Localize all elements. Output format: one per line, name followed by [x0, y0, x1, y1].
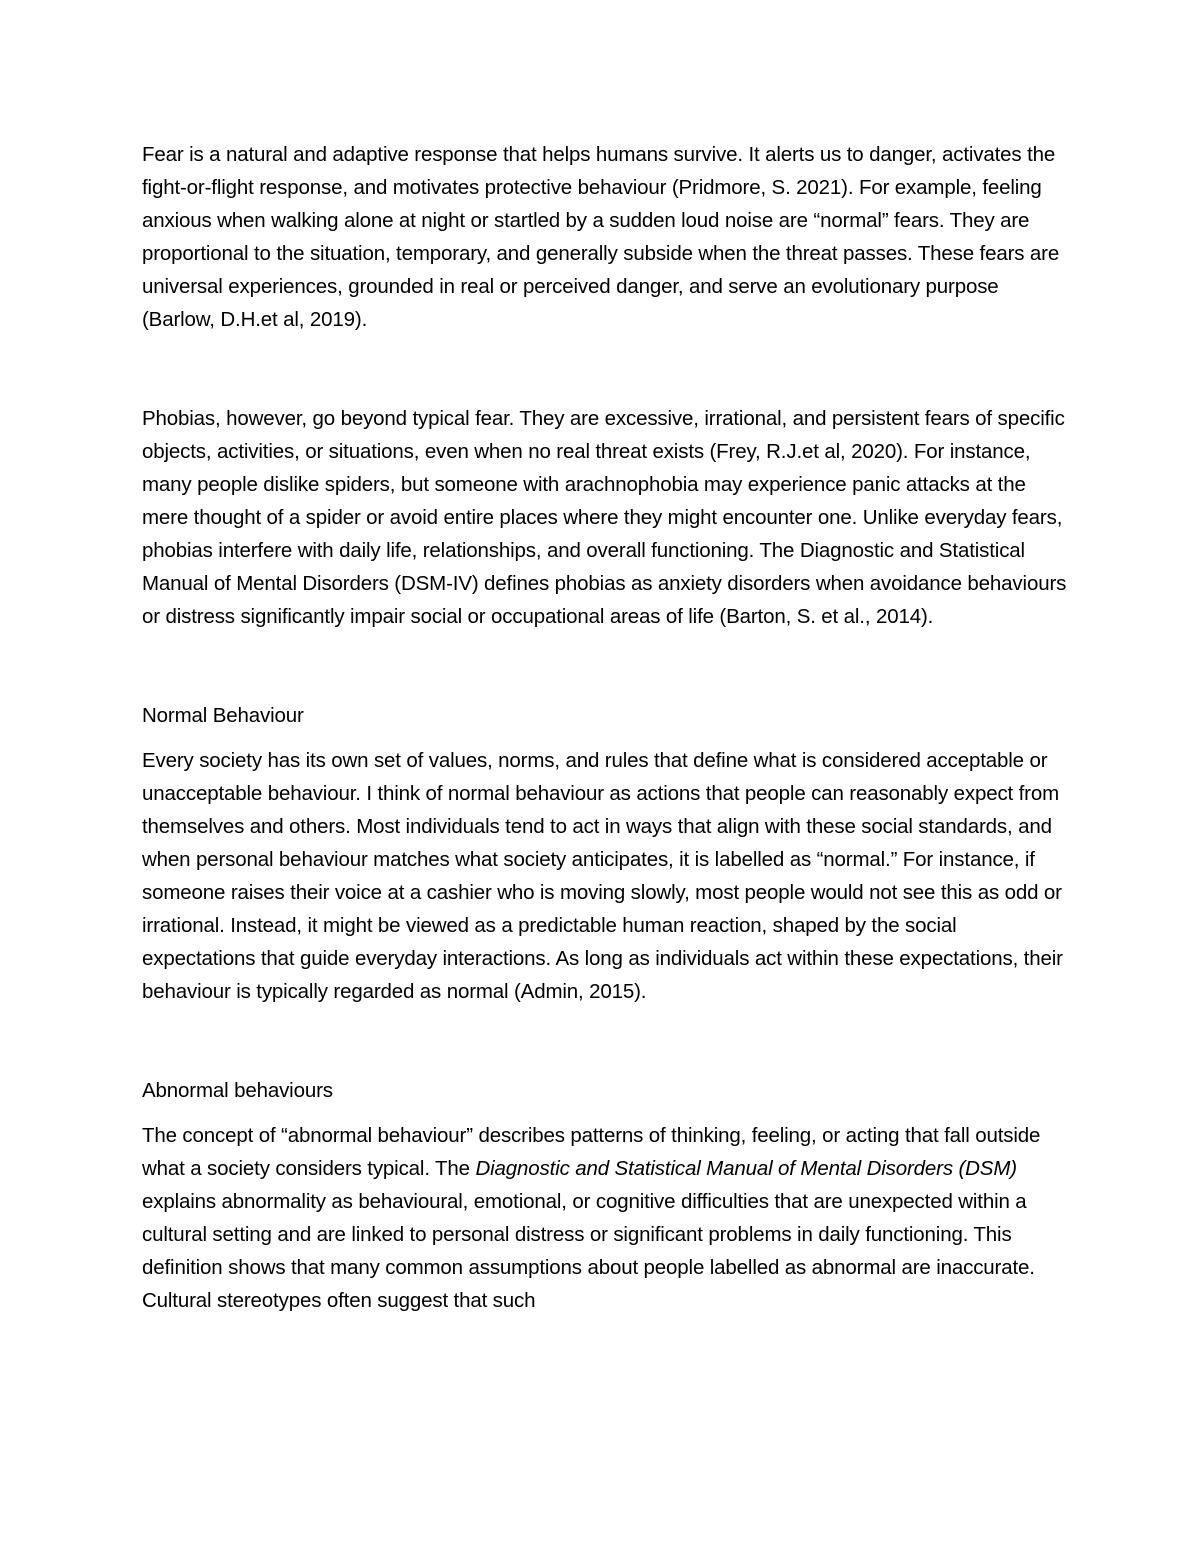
heading-abnormal-behaviours: Abnormal behaviours — [142, 1079, 333, 1102]
paragraph-abnormal-text-end: explains abnormality as behavioural, emotional, or cognitive difficulties that are unexpected within a cultural setting and are linked to personal distress or significant problems in daily functioning. This definition shows that many common assumptions about people labelled as abnormal are inaccurate. Cultural stereotypes often suggest that such — [142, 1190, 1035, 1312]
paragraph-fear: Fear is a natural and adaptive response that helps humans survive. It alerts us to danger, activates the fight-or-flight response, and motivates protective behaviour (Pridmore, S. 2021). For example, feeling anxious when walking alone at night or startled by a sudden loud noise are “normal” fears. They are proportional to the situation, temporary, and generally subside when the threat passes. These fears are universal experiences, grounded in real or perceived danger, and serve an evolutionary purpose (Barlow, D.H.et al, 2019). — [142, 143, 1060, 331]
paragraph-normal-behaviour: Every society has its own set of values, norms, and rules that define what is considered acceptable or unacceptable behaviour. I think of normal behaviour as actions that people can reasonably expect from themselves and others. Most individuals tend to act in ways that align with these social standards, and when personal behaviour matches what society anticipates, it is labelled as “normal.” For instance, if someone raises their voice at a cashier who is moving slowly, most people would not see this as odd or irrational. Instead, it might be viewed as a predictable human reaction, shaped by the social expectations that guide everyday interactions. As long as individuals act within these expectations, their behaviour is typically regarded as normal (Admin, 2015). — [142, 749, 1063, 1003]
document-body — [142, 138, 1067, 1317]
paragraph-abnormal-behaviours — [142, 1119, 1067, 1317]
heading-normal-behaviour: Normal Behaviour — [142, 704, 304, 727]
dsm-title-italic: Diagnostic and Statistical Manual of Mental Disorders (DSM) — [475, 1157, 1017, 1180]
paragraph-phobias: Phobias, however, go beyond typical fear. They are excessive, irrational, and persistent fears of specific objects, activities, or situations, even when no real threat exists (Frey, R.J.et al, 2020). For instance, many people dislike spiders, but someone with arachnophobia may experience panic attacks at the mere thought of a spider or avoid entire places where they might encounter one. Unlike everyday fears, phobias interfere with daily life, relationships, and overall functioning. The Diagnostic and Statistical Manual of Mental Disorders (DSM-IV) defines phobias as anxiety disorders when avoidance behaviours or distress significantly impair social or occupational areas of life (Barton, S. et al., 2014). — [142, 407, 1067, 628]
paragraph-abnormal-text-start: The concept of “abnormal behaviour” describes patterns of thinking, feeling, or acting that fall outside what a society considers typical. The — [142, 1124, 1041, 1180]
